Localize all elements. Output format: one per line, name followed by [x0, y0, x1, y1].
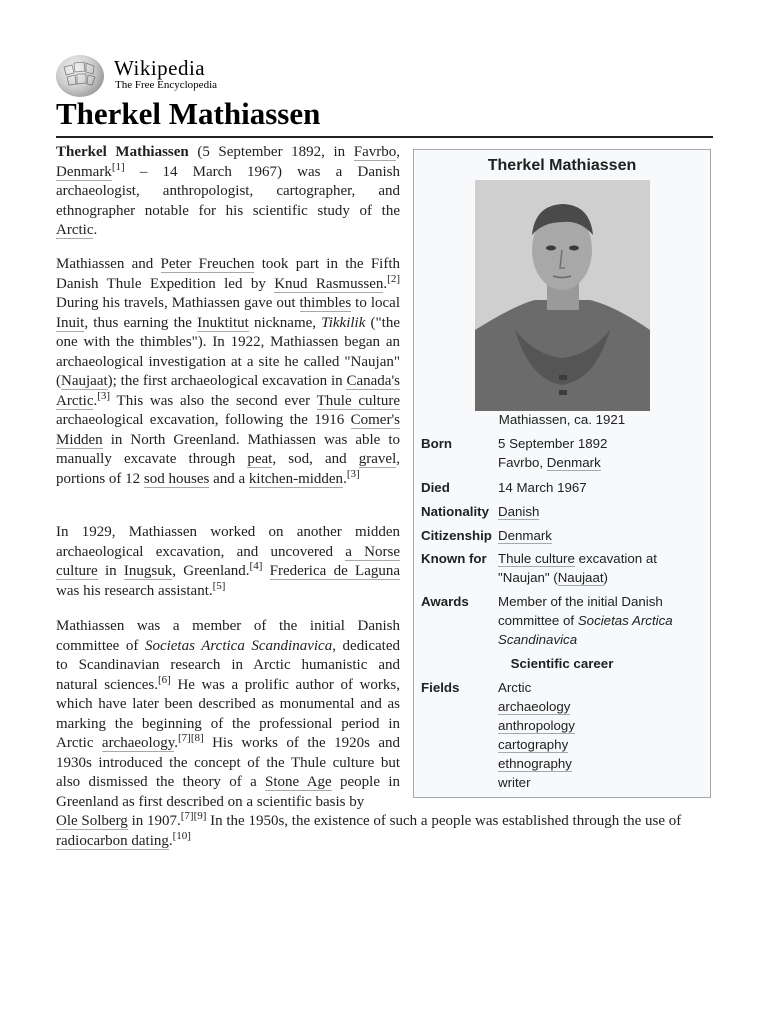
paragraph-intro: Therkel Mathiassen (5 September 1892, in Favrbo, Denmark[1] – 14 March 1967) was a Danish archaeologist, anthropologist, cartographer, and ethnographer notable for his scientific study of the Arctic. — [56, 144, 401, 238]
died-label: Died — [421, 480, 450, 495]
kitchen-midden-link[interactable]: kitchen-midden — [248, 470, 344, 487]
norse-culture-link[interactable]: a Norse culture — [56, 543, 400, 579]
known-for-label: Known for — [421, 551, 487, 566]
paragraph-committee-continued: Ole Solberg in 1907.[7][9] In the 1950s, the existence of such a people was established through the use of radiocarbon dating.[10] — [56, 810, 682, 849]
nationality-label: Nationality — [421, 504, 489, 519]
known-for-value — [498, 549, 703, 587]
peter-freuchen-link[interactable]: Peter Freuchen — [160, 256, 255, 272]
field-anthropology-link[interactable]: anthropology — [498, 718, 575, 733]
denmark-link[interactable]: Denmark — [56, 163, 112, 180]
awards-italic-2: Scandinavica — [498, 632, 578, 647]
ref-9[interactable]: [9] — [193, 810, 207, 822]
ref-7[interactable]: [7] — [177, 732, 191, 744]
ref-2[interactable]: [2] — [387, 272, 400, 285]
born-date: 5 September 1892 — [498, 436, 608, 451]
nationality-value — [498, 502, 703, 521]
citizenship-link[interactable]: Denmark — [498, 528, 552, 543]
sod-houses-link[interactable]: sod houses — [143, 470, 210, 487]
ole-solberg-link[interactable]: Ole Solberg — [56, 813, 128, 829]
known-for-text-2: "Naujan" ( — [498, 570, 558, 585]
canadas-arctic-link[interactable]: Canada's Arctic — [56, 373, 400, 409]
arctic-link[interactable]: Arctic — [56, 222, 94, 238]
awards-italic-1: Societas Arctica — [577, 613, 673, 628]
scientific-career-heading: Scientific career — [510, 656, 614, 671]
fields-list — [498, 678, 703, 792]
paragraph-committee: Mathiassen was a member of the initial Danish committee of Societas Arctica Scandinavica, dedicated to Scandinavian research in Arctic humanistic and natural sciences.[6] He was a prolific author of works, which have later been described as monumental and as marking the beginning of the professional period in Arctic archaeology.[7][8] His works of the 1920s and 1930s introduced the concept of the Thule culture but also dismissed the theory of a Stone Age people in Greenland as first described on a scientific basis by — [56, 618, 401, 810]
born-place: Favrbo, — [498, 455, 547, 470]
peat-link[interactable]: peat — [247, 451, 273, 467]
ref-10[interactable]: [10] — [172, 829, 191, 842]
ref-5[interactable]: [5] — [212, 579, 226, 592]
awards-value — [498, 592, 703, 649]
comers-midden-link[interactable]: Comer's Midden — [56, 412, 400, 448]
ref-3b[interactable]: [3] — [346, 467, 360, 480]
died-value: 14 March 1967 — [498, 480, 587, 495]
inuit-link[interactable]: Inuit — [56, 314, 85, 331]
naujaat-text-link[interactable]: Naujaat — [61, 373, 108, 389]
awards-label: Awards — [421, 594, 469, 609]
awards-line-2: committee of — [498, 613, 578, 628]
ref-4[interactable]: [4] — [249, 560, 263, 572]
title-divider — [56, 136, 713, 138]
born-place-link[interactable]: Denmark — [546, 455, 601, 470]
ref-8[interactable]: [8] — [190, 732, 204, 744]
infobox — [413, 149, 711, 798]
portrait-caption: Mathiassen, ca. 1921 — [498, 412, 626, 427]
citizenship-value — [498, 526, 703, 545]
fields-label: Fields — [421, 680, 460, 695]
thule-culture-link[interactable]: Thule culture — [498, 551, 575, 566]
born-label: Born — [421, 436, 453, 451]
wikipedia-wordmark[interactable]: Wikipedia — [114, 56, 206, 80]
gravel-link[interactable]: gravel — [358, 451, 397, 467]
known-for-text-3: ) — [603, 570, 608, 585]
paragraph-1929: In 1929, Mathiassen worked on another midden archaeological excavation, and uncovered a Norse culture in Inugsuk, Greenland.[4] Frederica de Laguna was his research assistant.[5] — [56, 524, 401, 599]
ref-6[interactable]: [6] — [158, 673, 171, 686]
born-value — [498, 434, 703, 472]
thule-culture-text-link[interactable]: Thule culture — [316, 392, 400, 409]
field-cartography-link[interactable]: cartography — [498, 737, 569, 752]
radiocarbon-dating-link[interactable]: radiocarbon dating — [56, 832, 169, 849]
known-for-text: excavation at — [574, 551, 657, 566]
ref-7b[interactable]: [7] — [180, 810, 194, 822]
citizenship-label: Citizenship — [421, 528, 492, 543]
field-ethnography-link[interactable]: ethnography — [498, 756, 572, 771]
wikipedia-tagline: The Free Encyclopedia — [115, 79, 218, 91]
paragraph-expedition: Mathiassen and Peter Freuchen took part in the Fifth Danish Thule Expedition led by Knud Rasmussen.[2] During his travels, Mathiassen gave out thimbles to local Inuit, thus earning the Inuktitut nickname, Tikkilik ("the one with the thimbles"). In 1922, Mathiassen began an archaeological investigation at a site he called "Naujan" (Naujaat); the first archaeological excavation in Canada's Arctic.[3] This was also the second ever Thule culture archaeological excavation, following the 1916 Comer's Midden in North Greenland. Mathiassen was able to manually excavate through peat, sod, and gravel, portions of 12 sod houses and a kitchen-midden.[3] — [56, 256, 401, 487]
ref-3[interactable]: [3] — [97, 389, 111, 402]
awards-line-1: Member of the initial Danish — [498, 594, 663, 609]
field-archaeology-link[interactable]: archaeology — [498, 699, 571, 714]
ref-1[interactable]: [1] — [111, 160, 125, 173]
knud-rasmussen-link[interactable]: Knud Rasmussen — [274, 275, 384, 292]
inuktitut-link[interactable]: Inuktitut — [197, 314, 249, 331]
field-writer: writer — [498, 775, 531, 790]
frederica-de-laguna-link[interactable]: Frederica de Laguna — [269, 563, 401, 579]
inugsuk-link[interactable]: Inugsuk — [123, 563, 173, 579]
subject-name: Therkel Mathiassen — [56, 144, 189, 160]
favrbo-link[interactable]: Favrbo — [353, 144, 397, 160]
wikipedia-globe-logo[interactable] — [56, 55, 104, 97]
naujaat-link[interactable]: Naujaat — [557, 570, 604, 585]
archaeology-link[interactable]: archaeology — [101, 735, 175, 751]
field-arctic: Arctic — [498, 680, 532, 695]
portrait-photo[interactable] — [475, 180, 650, 411]
page-title: Therkel Mathiassen — [56, 96, 321, 131]
stone-age-link[interactable]: Stone Age — [265, 774, 332, 790]
nationality-link[interactable]: Danish — [498, 504, 540, 519]
thimbles-link[interactable]: thimbles — [299, 295, 352, 311]
infobox-title: Therkel Mathiassen — [487, 157, 637, 174]
